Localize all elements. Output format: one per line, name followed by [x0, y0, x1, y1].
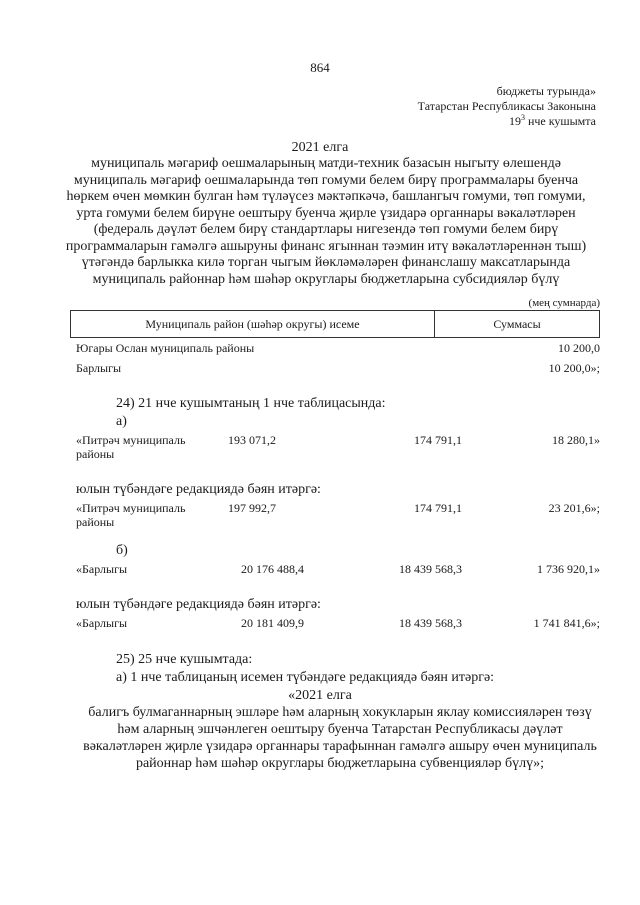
row-a-old-name-1: «Питрәч муниципаль — [76, 433, 186, 447]
page-number: 864 — [310, 60, 330, 75]
row-b-new-value-3: 1 741 841,6»; — [533, 616, 600, 630]
amendment-25-body: балигъ булмаганнарның эшләре һәм аларның хокукларын яклау комиссияләрен төзү һәм аларның эшчәнлеген оештыру буенча Татарстан Республикасы дәүләт вәкаләтләрен җирле үзидарә органнары тарафыннан гамәлгә ашыру өчен муниципаль районнар һәм шәһәр округлары бюджетларына субвенцияләр бүлү»; — [83, 705, 597, 771]
amendment-25-heading: 25) 25 нче кушымтада: — [116, 652, 253, 667]
row-b-new-value-1: 20 181 409,9 — [241, 616, 304, 630]
row-b-old-value-2: 18 439 568,3 — [399, 562, 462, 576]
amendment-25-item-a: а) 1 нче таблицаның исемен түбәндәге редакциядә бәян итәргә: — [116, 670, 495, 685]
row-a-new-value-3: 23 201,6»; — [548, 501, 600, 515]
row-a-old-name-2: районы — [76, 447, 115, 461]
title-body: муниципаль мәгариф оешмаларының матди-техник базасын ныгыту өлешендә муниципаль мәгариф оешмаларында төп гомуми белем бирү программалары буенча һөркем өчен мөмкин булган һәм түләүсез мәктәпкәчә, башлангыч гомуми, төп гомуми, урта гомуми белем бирүне оештыру буенча җирле үзидарә органнары вәкаләтләрен (федераль дәүләт белем бирү стандартлары нигезендә төп гомуми белем бирү программаларын гамәлгә ашыруны финанс ягыннан тәэмин итү вәкаләтләреннән тыш) үтәгәндә барлыкка килә торган чыгым йөкләмәләрен финанслашу максатларында муниципаль районнар һәм шәһәр округлары бюджетларына субсидияләр бүлү — [65, 156, 587, 287]
row-a-old-value-2: 174 791,1 — [414, 433, 462, 447]
title-year: 2021 елга — [291, 140, 349, 155]
row-b-old-value-3: 1 736 920,1» — [537, 562, 600, 576]
reference-line-2: Татарстан Республикасы Законына — [417, 99, 596, 113]
row-a-old-value-1: 193 071,2 — [228, 433, 276, 447]
row-a-old-value-3: 18 280,1» — [552, 433, 600, 447]
row-a-new-name-1: «Питрәч муниципаль — [76, 501, 186, 515]
reference-line-1: бюджеты турында» — [496, 84, 596, 98]
amendment-24-b-label: б) — [116, 543, 128, 558]
table-total-label: Барлыгы — [76, 361, 122, 375]
row-a-new-value-2: 174 791,1 — [414, 501, 462, 515]
row-a-new-name-2: районы — [76, 515, 115, 529]
table-header — [70, 310, 600, 338]
table-row-value: 10 200,0 — [558, 341, 600, 355]
appendix-superscript: 3 — [520, 113, 525, 122]
row-b-new-value-2: 18 439 568,3 — [399, 616, 462, 630]
row-a-new-value-1: 197 992,7 — [228, 501, 276, 515]
appendix-text: нче кушымта — [524, 114, 596, 128]
replace-text-1: юлын түбәндәге редакциядә бәян итәргә: — [76, 482, 321, 497]
table-row-name: Югары Ослан муниципаль районы — [76, 341, 255, 355]
row-b-old-value-1: 20 176 488,4 — [241, 562, 304, 576]
units-note: (мең сумнарда) — [528, 297, 600, 309]
amendment-24-heading: 24) 21 нче кушымтаның 1 нче таблицасында: — [116, 396, 386, 411]
reference-line-3 — [509, 114, 596, 129]
appendix-number: 19 — [508, 114, 521, 128]
amendment-24-a-label: а) — [116, 414, 127, 429]
table-header-name: Муниципаль район (шәһәр округы) исеме — [145, 317, 360, 331]
table-total-value: 10 200,0»; — [548, 361, 600, 375]
amendment-25-year: «2021 елга — [288, 688, 352, 703]
row-b-new-name: «Барлыгы — [76, 616, 128, 630]
row-b-old-name: «Барлыгы — [76, 562, 128, 576]
replace-text-2: юлын түбәндәге редакциядә бәян итәргә: — [76, 597, 321, 612]
table-header-sum: Суммасы — [493, 317, 541, 331]
